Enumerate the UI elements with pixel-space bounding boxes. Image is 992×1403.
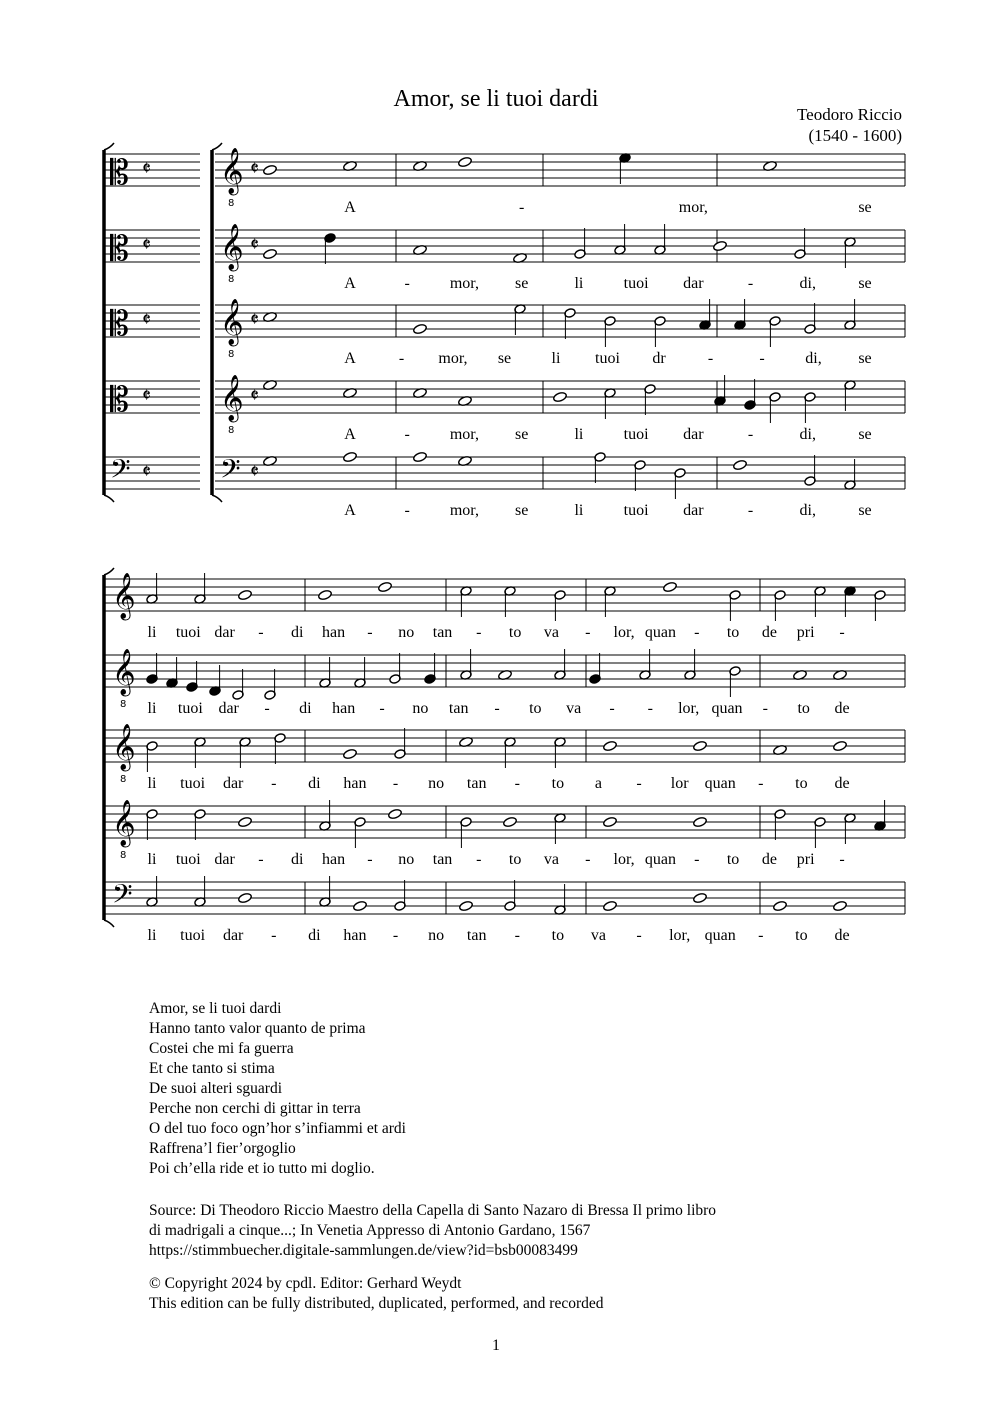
c-clef-icon: 𝄡 (110, 229, 129, 269)
lyric-syllable: mor, (449, 275, 480, 292)
lyric-syllable: no (428, 775, 445, 792)
lyric-syllable: di (299, 700, 312, 717)
lyric-syllable: - (404, 275, 410, 292)
lyric-syllable: han (343, 775, 367, 792)
lyric-syllable: pri (796, 624, 815, 641)
lyric-syllable: - (747, 275, 754, 292)
lyric-syllable: - (258, 624, 264, 641)
lyric-syllable: - (404, 426, 410, 443)
lyric-syllable: tuoi (595, 350, 620, 367)
note-head (693, 740, 708, 752)
note-head (458, 156, 473, 168)
lyric-syllable: dar (683, 502, 704, 519)
lyric-syllable: tan (466, 927, 487, 944)
lyric-syllable: - (839, 624, 845, 641)
octave-mark: 8 (120, 774, 127, 785)
lyric-syllable: - (264, 700, 270, 717)
note-head (238, 589, 253, 601)
lyric-syllable: quan (711, 700, 743, 717)
lyric-syllable: - (758, 927, 764, 944)
lyric-syllable: - (258, 851, 264, 868)
lyric-syllable: quan (704, 775, 736, 792)
note-head (603, 816, 618, 828)
octave-mark: 8 (120, 850, 127, 861)
treble-clef-icon: 𝄞 (112, 800, 136, 846)
lyric-syllable: to (795, 775, 808, 792)
lyric-syllable: se (858, 275, 872, 292)
lyric-syllable: tan (448, 700, 469, 717)
page-number: 1 (492, 1337, 500, 1354)
lyric-syllable: - (476, 624, 482, 641)
lyric-syllable: dar (218, 700, 239, 717)
lyric-syllable: di, (799, 502, 817, 519)
lyric-syllable: A (344, 350, 356, 367)
cut-time-icon: 𝄵 (250, 307, 259, 331)
lyric-syllable: li (147, 851, 157, 868)
lyric-syllable: - (839, 851, 845, 868)
lyric-syllable: de (761, 851, 777, 868)
lyric-syllable: va (543, 624, 560, 641)
note-head (603, 900, 618, 912)
source-note (149, 1201, 716, 1261)
bass-clef-icon: 𝄢 (110, 453, 131, 491)
lyric-syllable: no (428, 927, 445, 944)
lyric-syllable: tuoi (623, 426, 649, 443)
octave-mark: 8 (228, 425, 235, 436)
lyric-syllable: A (344, 199, 356, 216)
treble-clef-icon: 𝄞 (112, 573, 136, 619)
lyric-syllable: to (797, 700, 810, 717)
note-head (459, 900, 474, 912)
note-head (263, 248, 278, 260)
lyric-syllable: - (392, 775, 399, 792)
lyric-syllable: li (551, 350, 561, 367)
lyric-syllable: mor, (449, 502, 480, 519)
lyric-syllable: A (344, 426, 356, 443)
lyric-syllable: a (594, 775, 603, 792)
lyric-syllable: di, (799, 426, 817, 443)
lyric-syllable: no (398, 851, 415, 868)
composer-name: Teodoro Riccio (796, 105, 902, 124)
poem-text (149, 999, 406, 1179)
note-head (733, 459, 748, 471)
note-head (693, 816, 708, 828)
lyric-syllable: lor, (613, 851, 635, 868)
lyric-syllable: di, (805, 350, 822, 367)
lyric-syllable: to (795, 927, 808, 944)
lyric-syllable: quan (704, 927, 736, 944)
lyric-syllable: - (271, 927, 277, 944)
lyric-syllable: - (636, 775, 642, 792)
lyric-syllable: mor, (678, 199, 708, 216)
c-clef-icon: 𝄡 (110, 380, 129, 420)
note-head (603, 740, 618, 752)
lyric-syllable: li (574, 502, 584, 519)
lyric-syllable: li (147, 700, 157, 717)
lyric-syllable: tuoi (175, 624, 201, 641)
lyric-syllable: to (726, 624, 740, 641)
lyric-syllable: mor, (438, 350, 468, 367)
note-head (343, 748, 358, 760)
lyric-syllable: quan (644, 851, 676, 868)
note-head (553, 391, 568, 403)
treble-clef-icon: 𝄞 (220, 375, 244, 421)
cut-time-icon: 𝄵 (250, 459, 259, 483)
lyric-syllable: - (636, 927, 642, 944)
treble-clef-icon: 𝄞 (220, 148, 244, 194)
bracket-hook (104, 143, 114, 150)
source-line: Source: Di Theodoro Riccio Maestro della Capella di Santo Nazaro di Bressa Il primo libro (149, 1202, 717, 1219)
lyric-syllable: va (590, 927, 607, 944)
lyric-syllable: A (344, 275, 356, 292)
lyric-syllable: - (647, 700, 653, 717)
page-title: Amor, se li tuoi dardi (393, 86, 599, 112)
bracket-hook (104, 920, 114, 927)
lyric-syllable: de (761, 624, 777, 641)
lyric-syllable: de (834, 700, 850, 717)
cut-time-icon: 𝄵 (142, 459, 151, 483)
lyric-syllable: li (574, 275, 584, 292)
note-head (413, 451, 428, 463)
lyric-syllable: se (858, 502, 872, 519)
lyric-syllable: to (508, 851, 522, 868)
source-line: di madrigali a cinque...; In Venetia Appresso di Antonio Gardano, 1567 (149, 1222, 591, 1239)
lyric-syllable: dar (222, 775, 244, 792)
lyric-syllable: - (762, 700, 768, 717)
lyric-syllable: - (271, 775, 277, 792)
note-head (378, 581, 393, 593)
lyric-syllable: pri (796, 851, 815, 868)
c-clef-icon: 𝄡 (110, 304, 129, 344)
copyright-note (149, 1274, 604, 1314)
lyric-syllable: tuoi (177, 700, 203, 717)
cut-time-icon: 𝄵 (250, 232, 259, 256)
lyric-syllable: se (515, 502, 529, 519)
lyric-syllable: quan (644, 624, 676, 641)
lyric-syllable: lor, (613, 624, 635, 641)
lyric-syllable: han (322, 851, 346, 868)
lyric-syllable: han (322, 624, 346, 641)
lyric-syllable: dar (214, 851, 235, 868)
lyric-syllable: de (834, 927, 850, 944)
lyric-syllable: to (551, 927, 565, 944)
lyric-syllable: - (694, 624, 700, 641)
note-head (833, 900, 848, 912)
lyric-syllable: de (834, 775, 850, 792)
license-line: This edition can be fully distributed, duplicated, performed, and recorded (149, 1295, 604, 1312)
poem-line: Poi ch’ella ride et io tutto mi doglio. (149, 1160, 375, 1177)
lyric-syllable: tuoi (623, 502, 649, 519)
lyric-syllable: li (574, 426, 584, 443)
lyric-syllable: - (379, 700, 385, 717)
poem-line: Perche non cerchi di gittar in terra (149, 1100, 361, 1117)
octave-mark: 8 (228, 349, 235, 360)
lyric-syllable: di, (799, 275, 817, 292)
treble-clef-icon: 𝄞 (220, 299, 244, 345)
lyric-syllable: - (514, 775, 520, 792)
bass-clef-icon: 𝄢 (220, 453, 241, 491)
lyric-syllable: - (694, 851, 700, 868)
treble-clef-icon: 𝄞 (112, 649, 136, 695)
lyric-syllable: to (529, 700, 542, 717)
lyric-syllable: han (332, 700, 356, 717)
bass-clef-icon: 𝄢 (112, 878, 133, 916)
lyric-syllable: di (308, 775, 321, 792)
note-head (343, 451, 358, 463)
lyric-syllable: se (515, 426, 529, 443)
lyric-syllable: - (494, 700, 500, 717)
lyric-syllable: lor (670, 775, 689, 792)
lyric-syllable: se (858, 350, 872, 367)
lyric-syllable: li (147, 775, 157, 792)
lyric-syllable: tan (432, 851, 453, 868)
lyric-syllable: dr (652, 350, 666, 367)
lyric-syllable: - (585, 624, 591, 641)
treble-clef-icon: 𝄞 (220, 224, 244, 270)
lyric-syllable: li (147, 927, 157, 944)
lyric-syllable: - (585, 851, 591, 868)
lyric-syllable: - (747, 502, 754, 519)
lyric-syllable: - (707, 350, 714, 367)
lyric-syllable: - (367, 851, 373, 868)
lyric-syllable: va (566, 700, 582, 717)
note-head (503, 816, 518, 828)
poem-line: O del tuo foco ogn’hor s’infiammi et ardi (149, 1120, 406, 1137)
lyric-syllable: va (543, 851, 560, 868)
poem-line: Raffrena’l fier’orgoglio (149, 1140, 296, 1157)
octave-mark: 8 (120, 699, 127, 710)
note-head (713, 240, 728, 252)
cut-time-icon: 𝄵 (250, 383, 259, 407)
lyric-syllable: li (147, 624, 157, 641)
copyright-line: © Copyright 2024 by cpdl. Editor: Gerhard Weydt (149, 1275, 462, 1292)
note-head (238, 892, 253, 904)
lyric-syllable: se (515, 275, 529, 292)
lyric-syllable: - (758, 775, 764, 792)
lyric-syllable: se (858, 426, 872, 443)
lyric-syllable: - (476, 851, 482, 868)
lyric-syllable: - (404, 502, 410, 519)
lyric-syllable: dar (683, 275, 704, 292)
note-head (693, 892, 708, 904)
lyric-syllable: lor, (678, 700, 700, 717)
note-head (773, 900, 788, 912)
note-head (388, 808, 403, 820)
note-head (353, 900, 368, 912)
lyric-syllable: - (367, 624, 373, 641)
lyric-syllable: mor, (449, 426, 480, 443)
cut-time-icon: 𝄵 (142, 232, 151, 256)
lyric-syllable: se (858, 199, 872, 216)
cut-time-icon: 𝄵 (250, 156, 259, 180)
poem-line: Costei che mi fa guerra (149, 1040, 294, 1057)
lyric-syllable: to (726, 851, 740, 868)
lyric-syllable: tuoi (180, 775, 206, 792)
lyric-syllable: han (343, 927, 367, 944)
lyric-syllable: dar (214, 624, 235, 641)
treble-clef-icon: 𝄞 (112, 724, 136, 770)
lyric-syllable: di (291, 851, 304, 868)
composer-dates: (1540 - 1600) (808, 126, 902, 145)
lyric-syllable: - (392, 927, 399, 944)
lyric-syllable: - (514, 927, 520, 944)
cut-time-icon: 𝄵 (142, 383, 151, 407)
lyric-syllable: no (412, 700, 429, 717)
octave-mark: 8 (228, 198, 235, 209)
lyric-syllable: - (609, 700, 615, 717)
lyric-syllable: to (551, 775, 565, 792)
note-head (833, 740, 848, 752)
note-head (413, 323, 428, 335)
bracket-hook (104, 495, 114, 502)
lyric-syllable: tuoi (180, 927, 206, 944)
lyric-syllable: to (508, 624, 522, 641)
note-head (318, 589, 333, 601)
lyric-syllable: se (497, 350, 512, 367)
bracket-hook (212, 495, 222, 502)
lyric-syllable: di (308, 927, 321, 944)
lyric-syllable: - (519, 199, 525, 216)
lyric-syllable: tuoi (623, 275, 649, 292)
c-clef-icon: 𝄡 (110, 153, 129, 193)
lyric-syllable: - (398, 350, 405, 367)
poem-line: Hanno tanto valor quanto de prima (149, 1020, 366, 1037)
lyric-syllable: tan (466, 775, 487, 792)
lyric-syllable: - (747, 426, 754, 443)
lyric-syllable: tan (432, 624, 453, 641)
poem-line: Amor, se li tuoi dardi (149, 1000, 282, 1017)
note-head (238, 816, 253, 828)
lyric-syllable: A (344, 502, 356, 519)
cut-time-icon: 𝄵 (142, 307, 151, 331)
lyric-syllable: di (291, 624, 304, 641)
note-head (263, 164, 278, 176)
note-head (663, 581, 678, 593)
lyric-syllable: - (759, 350, 765, 367)
lyric-syllable: tuoi (175, 851, 201, 868)
poem-line: De suoi alteri sguardi (149, 1080, 283, 1097)
lyric-syllable: dar (683, 426, 704, 443)
octave-mark: 8 (228, 274, 235, 285)
lyric-syllable: lor, (669, 927, 691, 944)
source-url[interactable]: https://stimmbuecher.digitale-sammlungen.de/view?id=bsb00083499 (149, 1242, 578, 1259)
lyric-syllable: no (398, 624, 415, 641)
cut-time-icon: 𝄵 (142, 156, 151, 180)
lyric-syllable: dar (222, 927, 244, 944)
poem-line: Et che tanto si stima (149, 1060, 275, 1077)
